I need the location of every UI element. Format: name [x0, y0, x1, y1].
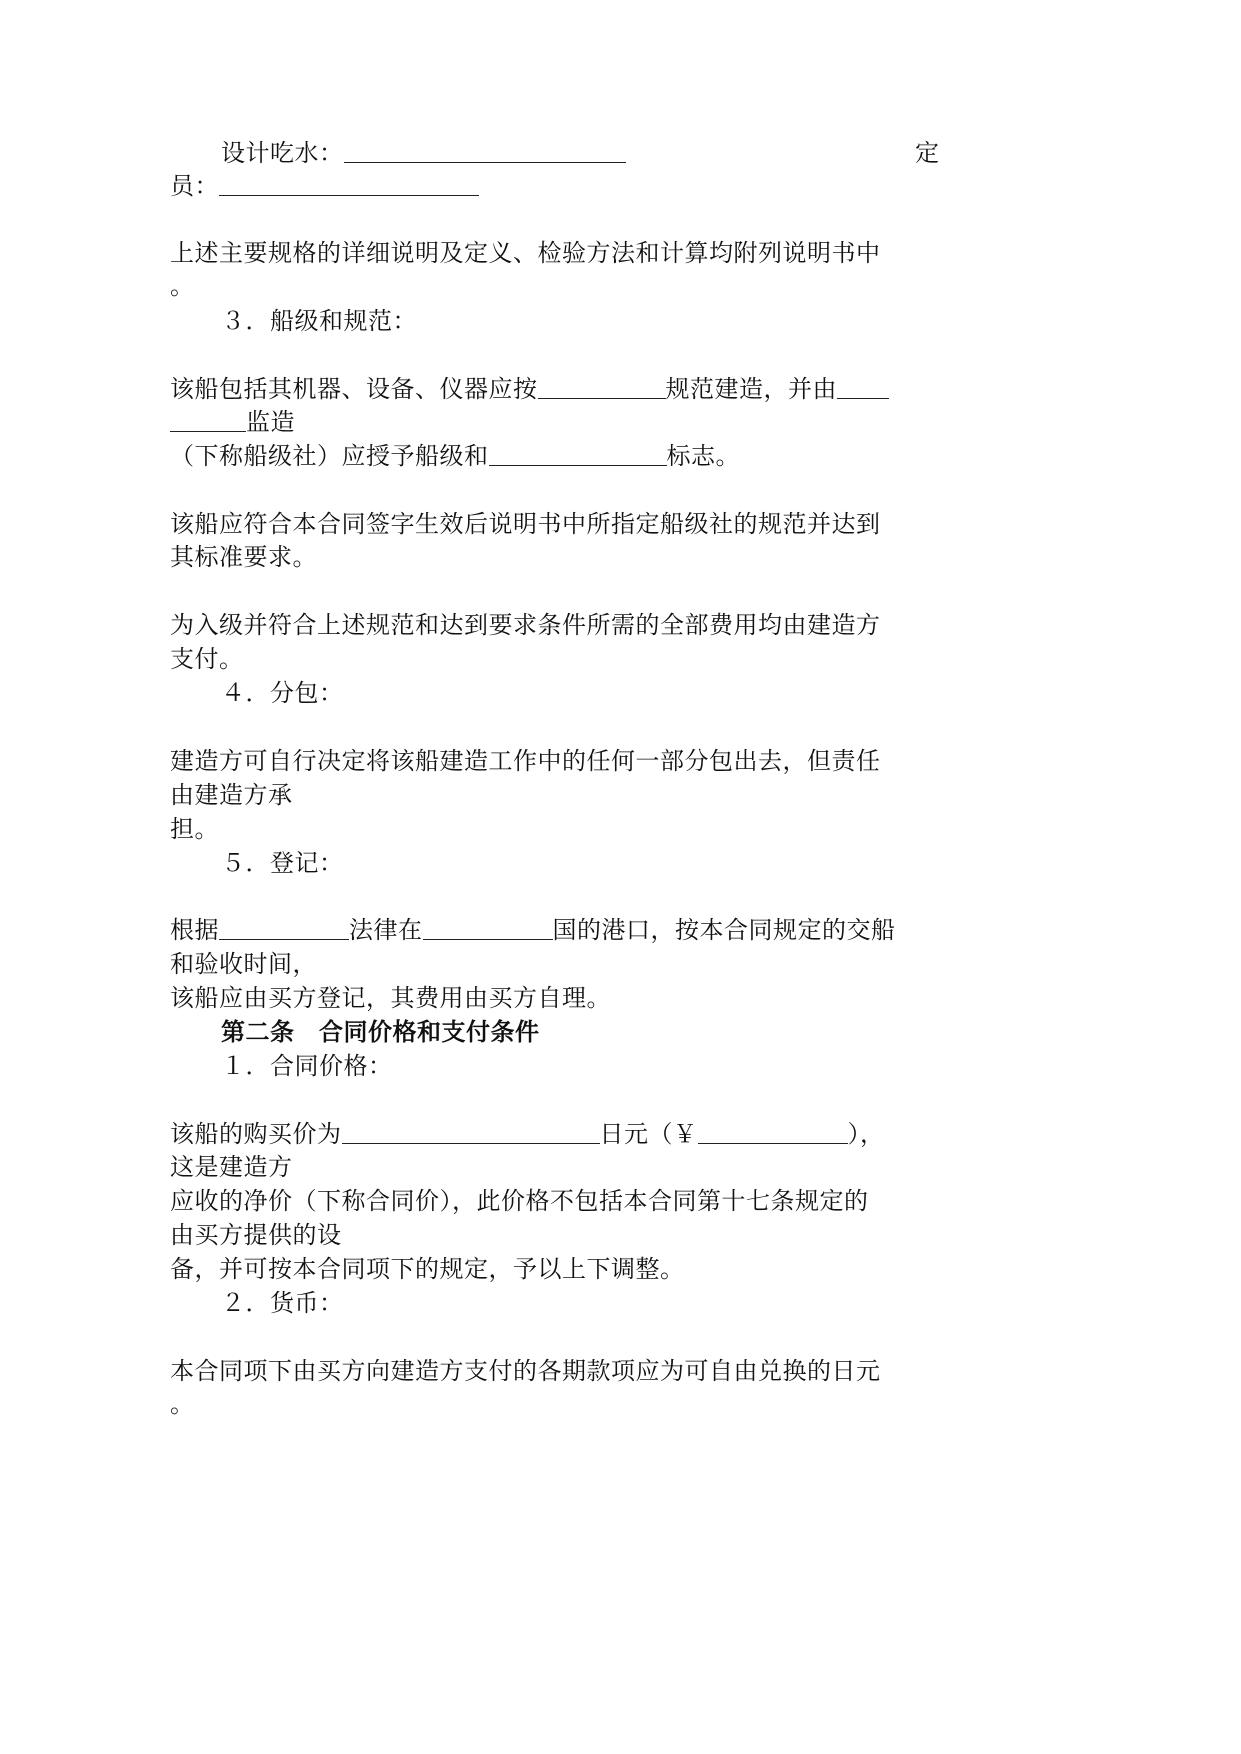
paragraph-line: 由建造方承 — [170, 781, 293, 809]
design-draft-label: 设计吃水： — [221, 139, 344, 167]
paragraph-line: 为入级并符合上述规范和达到要求条件所需的全部费用均由建造方 — [170, 611, 881, 639]
article-two-heading: 第二条 合同价格和支付条件 — [221, 1017, 540, 1046]
surveyor-blank-cont — [170, 407, 246, 432]
text-segment: 法律在 — [349, 916, 423, 944]
price-words-blank — [342, 1119, 600, 1144]
crew-label-start: 定 — [915, 139, 939, 167]
class-rules-line — [170, 406, 295, 438]
section-heading-currency: ２．货币： — [221, 1289, 344, 1317]
surveyor-blank — [837, 374, 889, 399]
text-segment: 根据 — [170, 916, 219, 944]
paragraph-line: 。 — [170, 1390, 195, 1418]
section-heading-price: １．合同价格： — [221, 1052, 393, 1080]
text-segment: 国的港口，按本合同规定的交船 — [552, 916, 896, 944]
paragraph-line: 备，并可按本合同项下的规定，予以上下调整。 — [170, 1255, 685, 1283]
section-heading-subcontract: ４．分包： — [221, 679, 344, 707]
class-rules-line — [170, 440, 740, 472]
text-segment: 监造 — [246, 408, 295, 436]
price-figures-blank — [698, 1119, 848, 1144]
paragraph-line: 担。 — [170, 815, 219, 843]
registration-line — [170, 914, 896, 946]
crew-line — [170, 170, 479, 202]
paragraph-line: 和验收时间， — [170, 950, 317, 978]
section-heading-class: ３．船级和规范： — [221, 307, 417, 335]
paragraph-line: 应收的净价（下称合同价），此价格不包括本合同第十七条规定的 — [170, 1187, 869, 1215]
price-line — [170, 1118, 885, 1150]
paragraph-line: 其标准要求。 — [170, 543, 317, 571]
text-segment: （下称船级社）应授予船级和 — [170, 442, 489, 470]
rules-blank — [538, 374, 666, 399]
paragraph-line: 本合同项下由买方向建造方支付的各期款项应为可自由兑换的日元 — [170, 1357, 881, 1385]
country-blank — [423, 915, 553, 940]
paragraph-line: 上述主要规格的详细说明及定义、检验方法和计算均附列说明书中 — [170, 239, 881, 267]
paragraph-line: 这是建造方 — [170, 1153, 293, 1181]
crew-blank — [219, 171, 479, 196]
crew-label: 员： — [170, 172, 219, 200]
design-draft-line — [221, 137, 626, 169]
paragraph-line: 。 — [170, 272, 195, 300]
paragraph-line: 由买方提供的设 — [170, 1221, 342, 1249]
text-segment: 该船包括其机器、设备、仪器应按 — [170, 375, 538, 403]
class-rules-line — [170, 373, 889, 405]
paragraph-line: 该船应由买方登记，其费用由买方自理。 — [170, 984, 611, 1012]
section-heading-registration: ５．登记： — [221, 849, 344, 877]
text-segment: 该船的购买价为 — [170, 1120, 342, 1148]
text-segment: ）， — [847, 1120, 885, 1148]
text-segment: 日元（￥ — [599, 1120, 698, 1148]
text-segment: 规范建造，并由 — [665, 375, 837, 403]
paragraph-line: 建造方可自行决定将该船建造工作中的任何一部分包出去，但责任 — [170, 747, 881, 775]
law-blank — [219, 915, 349, 940]
notation-blank — [489, 441, 667, 466]
text-segment: 标志。 — [666, 442, 740, 470]
design-draft-blank — [344, 138, 626, 163]
paragraph-line: 该船应符合本合同签字生效后说明书中所指定船级社的规范并达到 — [170, 510, 881, 538]
paragraph-line: 支付。 — [170, 645, 244, 673]
